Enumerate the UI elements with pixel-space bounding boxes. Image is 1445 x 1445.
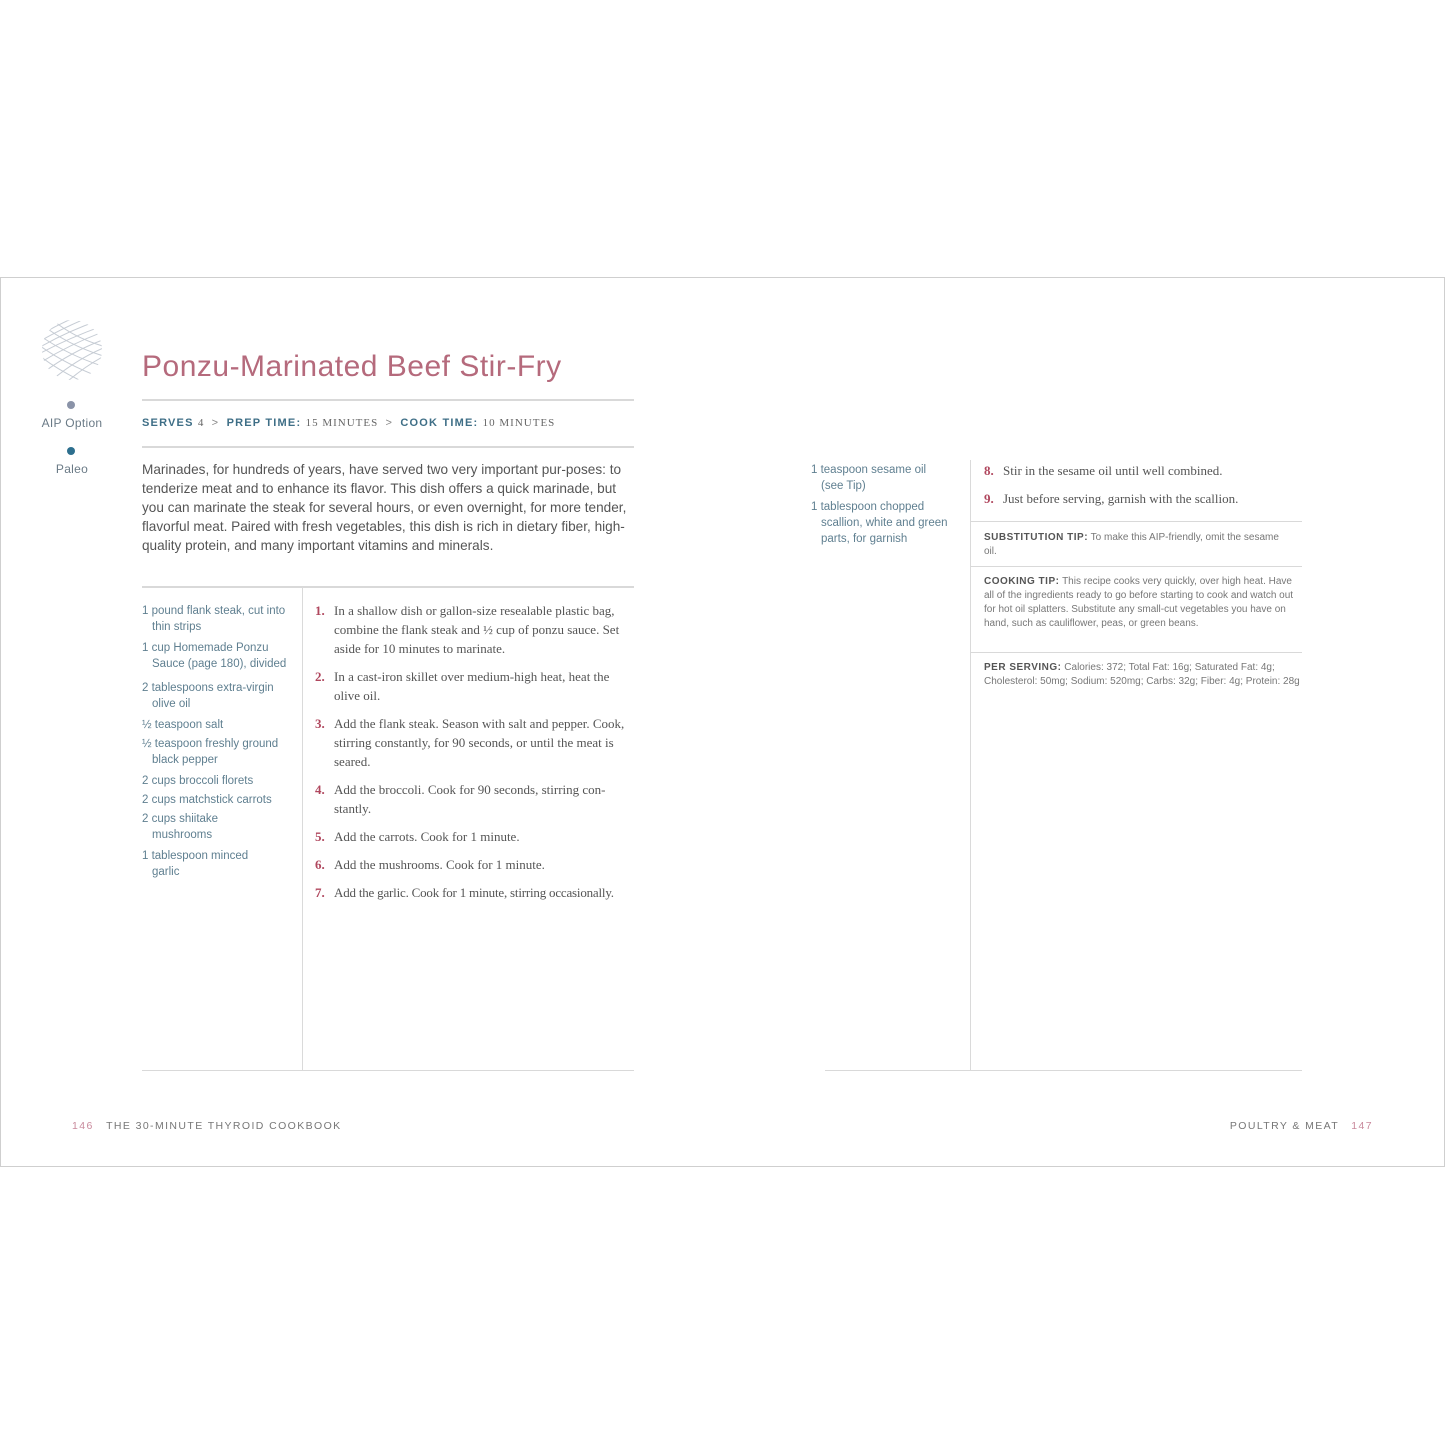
ingredient-item: 2 tablespoons extra-virgin olive oil <box>142 682 274 710</box>
step-number: 4. <box>315 782 325 797</box>
substitution-tip-text: To make this AIP-friendly, omit the sesame oil. <box>984 532 1279 557</box>
aip-option-dot <box>67 401 75 409</box>
recipe-emblem-icon <box>40 318 104 382</box>
cooking-tip-label: COOKING TIP: <box>984 576 1060 587</box>
ingredient-item: 2 cups shiitake mushrooms <box>142 813 219 841</box>
step-text: Add the garlic. Cook for 1 minute, stirring occasionally. <box>334 885 614 900</box>
title-rule <box>142 399 634 401</box>
recipe-intro: Marinades, for hundreds of years, have served two very important pur-poses: to tenderize meat and to enhance its flavor. This dish offers a quick marinade, but you can marinate the steak for several hours, or even overnight, for more tender, flavorful meat. Paired with fresh vegetables, this dish is rich in dietary fiber, high-quality protein, and many important vitamins and minerals. <box>142 462 627 553</box>
step-item <box>315 883 635 902</box>
ingredient-item: ½ teaspoon freshly ground black pepper <box>142 738 279 766</box>
step-number: 6. <box>315 857 325 872</box>
meta-separator: > <box>385 417 394 429</box>
tips-rule <box>970 566 1302 567</box>
right-page-footer <box>1230 1120 1373 1132</box>
serves-label: SERVES <box>142 417 194 429</box>
ingredient-item: 1 pound flank steak, cut into thin strips <box>142 605 286 633</box>
per-serving-info <box>984 661 1302 689</box>
step-text: Add the mushrooms. Cook for 1 minute. <box>334 857 545 872</box>
step-text: Add the carrots. Cook for 1 minute. <box>334 829 520 844</box>
step-text: Stir in the sesame oil until well combined. <box>1003 463 1223 478</box>
ingredient-item: 2 cups matchstick carrots <box>142 794 272 806</box>
prep-time-value: 15 MINUTES <box>305 417 379 429</box>
step-text: Just before serving, garnish with the scallion. <box>1003 491 1239 506</box>
step-number: 9. <box>984 491 994 506</box>
ingredient-item: 1 tablespoon chopped scallion, white and green parts, for garnish <box>811 501 948 545</box>
step-number: 8. <box>984 463 994 478</box>
step-item <box>315 855 635 874</box>
meta-rule <box>142 446 634 448</box>
recipe-title: Ponzu-Marinated Beef Stir-Fry <box>142 350 562 383</box>
step-number: 1. <box>315 603 325 618</box>
steps-list-left <box>315 601 635 902</box>
ingredient-item: ½ teaspoon salt <box>142 719 224 731</box>
left-page-footer <box>72 1120 342 1132</box>
tips-rule <box>970 652 1302 653</box>
recipe-meta <box>142 417 555 429</box>
cooking-tip-text: This recipe cooks very quickly, over high heat. Have all of the ingredients ready to go before starting to cook and watch out for hot oil splatters. Substitute any small-cut vegetables you have on hand, such as cauliflower, peas, or green beans. <box>984 576 1294 629</box>
right-column-divider <box>970 460 971 1071</box>
paleo-dot <box>67 447 75 455</box>
step-item <box>315 601 635 658</box>
left-running-title: THE 30-MINUTE THYROID COOKBOOK <box>106 1120 342 1132</box>
left-page-number: 146 <box>72 1120 94 1132</box>
step-text: Add the broccoli. Cook for 90 seconds, stirring con-stantly. <box>334 782 606 816</box>
step-text: In a cast-iron skillet over medium-high heat, heat the olive oil. <box>334 669 610 703</box>
aip-option-label: AIP Option <box>41 416 103 430</box>
step-item <box>984 489 1304 508</box>
step-number: 5. <box>315 829 325 844</box>
ingredients-list-right <box>811 462 961 547</box>
ingredient-item: 2 cups broccoli florets <box>142 775 254 787</box>
tips-rule <box>970 521 1302 522</box>
ingredient-item: 1 teaspoon sesame oil (see Tip) <box>811 464 927 492</box>
ingredients-list-left <box>142 603 292 880</box>
cooking-tip <box>984 575 1302 631</box>
steps-list-right <box>984 461 1304 508</box>
ingredient-item: 1 tablespoon minced garlic <box>142 850 249 878</box>
per-serving-label: PER SERVING: <box>984 662 1062 673</box>
paleo-label: Paleo <box>55 462 89 476</box>
step-item <box>315 827 635 846</box>
intro-rule <box>142 586 634 588</box>
left-bottom-rule <box>142 1070 634 1071</box>
step-text: In a shallow dish or gallon-size resealable plastic bag, combine the flank steak and ½ cup of ponzu sauce. Set aside for 10 minutes to marinate. <box>334 603 620 656</box>
cook-time-label: COOK TIME: <box>400 417 479 429</box>
right-bottom-rule <box>825 1070 1302 1071</box>
per-serving-text: Calories: 372; Total Fat: 16g; Saturated Fat: 4g; Cholesterol: 50mg; Sodium: 520mg; Carbs: 32g; Fiber: 4g; Protein: 28g <box>984 662 1300 687</box>
prep-time-label: PREP TIME: <box>226 417 302 429</box>
left-column-divider <box>302 587 303 1071</box>
right-page-number: 147 <box>1351 1120 1373 1132</box>
serves-value: 4 <box>197 417 205 429</box>
step-item <box>315 714 635 771</box>
step-number: 2. <box>315 669 325 684</box>
right-running-title: POULTRY & MEAT <box>1229 1120 1339 1132</box>
cook-time-value: 10 MINUTES <box>482 417 556 429</box>
step-number: 7. <box>315 885 325 900</box>
step-item <box>984 461 1304 480</box>
substitution-tip <box>984 531 1284 559</box>
meta-separator: > <box>211 417 220 429</box>
ingredient-item: 1 cup Homemade Ponzu Sauce (page 180), divided <box>142 642 287 670</box>
step-item <box>315 780 635 818</box>
substitution-tip-label: SUBSTITUTION TIP: <box>984 532 1089 543</box>
step-item <box>315 667 635 705</box>
step-text: Add the flank steak. Season with salt and pepper. Cook, stirring constantly, for 90 seconds, or until the meat is seared. <box>334 716 625 769</box>
step-number: 3. <box>315 716 325 731</box>
